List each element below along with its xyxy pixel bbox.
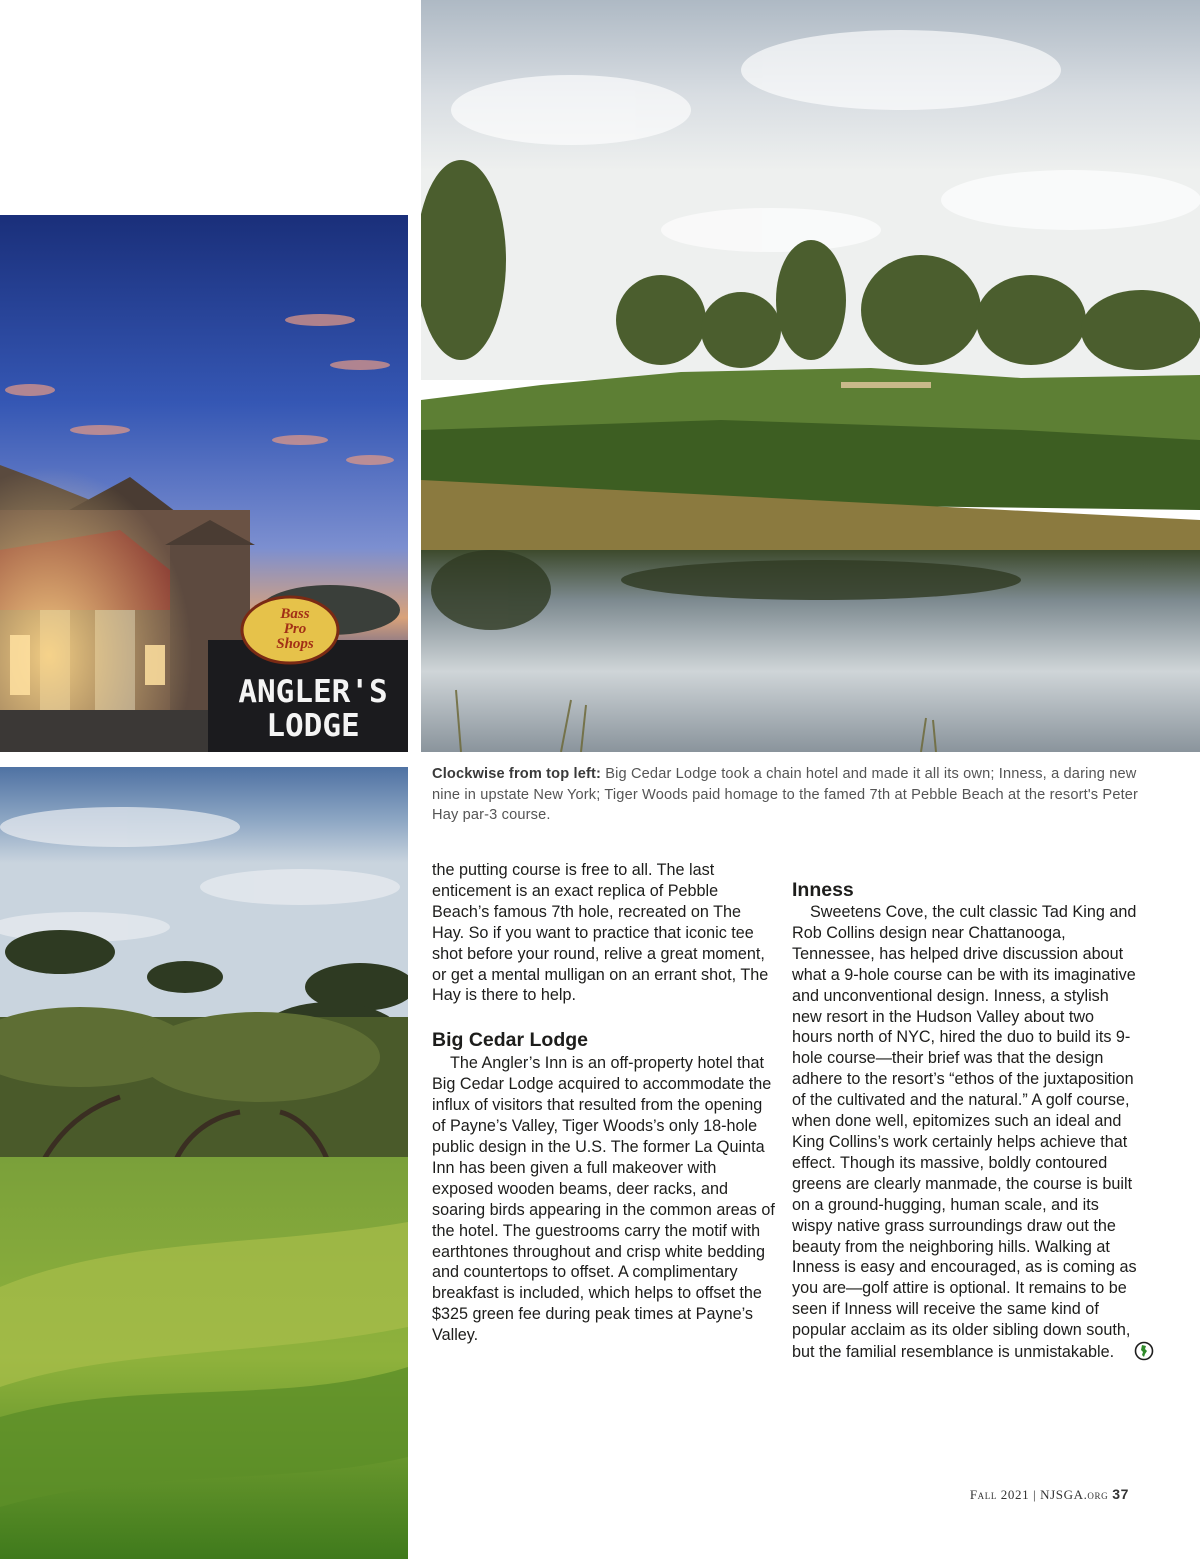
sign-bass-text: Bass bbox=[280, 606, 310, 622]
continuation-paragraph: the putting course is free to all. The last enticement is an exact replica of Pebble Beach’s famous 7th hole, recreated on The Hay. So if you want to practice that iconic tee shot before your round, relive a great moment, or get a mental mulligan on an errant shot, The Hay is there to help. bbox=[432, 861, 769, 1005]
photo-caption bbox=[432, 764, 1152, 826]
page-folio bbox=[970, 1486, 1129, 1503]
section-heading-inness: Inness bbox=[792, 879, 854, 901]
sign-anglers-text: ANGLER'S bbox=[238, 674, 388, 710]
end-mark-icon bbox=[1116, 1341, 1136, 1361]
sign-pro-text: Pro bbox=[283, 621, 307, 637]
anglers-lodge-photo bbox=[0, 215, 408, 752]
inness-paragraph bbox=[792, 902, 1137, 1363]
folio-separator: | bbox=[1029, 1487, 1041, 1502]
sign-lodge-text: LODGE bbox=[266, 708, 360, 744]
folio-season: Fall 2021 bbox=[969, 1487, 1030, 1502]
page-number: 37 bbox=[1112, 1486, 1129, 1502]
caption-text: Big Cedar Lodge took a chain hotel and made it all its own; Inness, a daring new nine in upstate New York; Tiger Woods paid homage to the famed 7th at Pebble Beach at the resort's Peter Hay par-3 course. bbox=[432, 766, 1139, 823]
inness-course-photo bbox=[421, 0, 1200, 752]
sign-shops-text: Shops bbox=[276, 636, 314, 652]
caption-lead: Clockwise from top left: bbox=[432, 766, 602, 782]
section-heading-big-cedar: Big Cedar Lodge bbox=[432, 1029, 589, 1052]
article-column-left bbox=[432, 860, 777, 1346]
inness-paragraph-text: Sweetens Cove, the cult classic Tad King and Rob Collins design near Chattanooga, Tennessee, has helped drive discussion about what a 9-hole course can be with its imaginative and unconventional design. Inness, a stylish new resort in the Hudson Valley about two hours north of NYC, hired the duo to build its 9-hole course—their brief was that the design adhere to the resort’s “ethos of the juxtaposition of the cultivated and the natural.” A golf course, when done well, epitomizes such an ideal and King Collins’s work certainly helps achieve that effect. Though its massive, boldly contoured greens are clearly manmade, the course is built on a ground-hugging, human scale, and its wispy native grass surroundings draw out the beauty from the neighboring hills. Walking at Inness is easy and encouraged, as is coming as you are—golf attire is optional. It remains to be seen if Inness will receive the same kind of popular acclaim as its older sibling down south, but the familial resemblance is unmistakable. bbox=[792, 903, 1137, 1362]
folio-site: NJSGA.org bbox=[1040, 1487, 1109, 1502]
the-hay-course-photo bbox=[0, 767, 408, 1559]
article-column-right bbox=[792, 878, 1137, 1363]
big-cedar-paragraph: The Angler’s Inn is an off-property hotel that Big Cedar Lodge acquired to accommodate the influx of visitors that resulted from the opening of Payne’s Valley, Tiger Woods’s only 18-hole public design in the U.S. The former La Quinta Inn has been given a full makeover with exposed wooden beams, deer racks, and soaring birds appearing in the common areas of the hotel. The guestrooms carry the motif with earthtones throughout and crisp white bedding and countertops to offset. A complimentary breakfast is included, which helps to offset the $325 green fee during peak times at Payne’s Valley. bbox=[432, 1054, 775, 1345]
